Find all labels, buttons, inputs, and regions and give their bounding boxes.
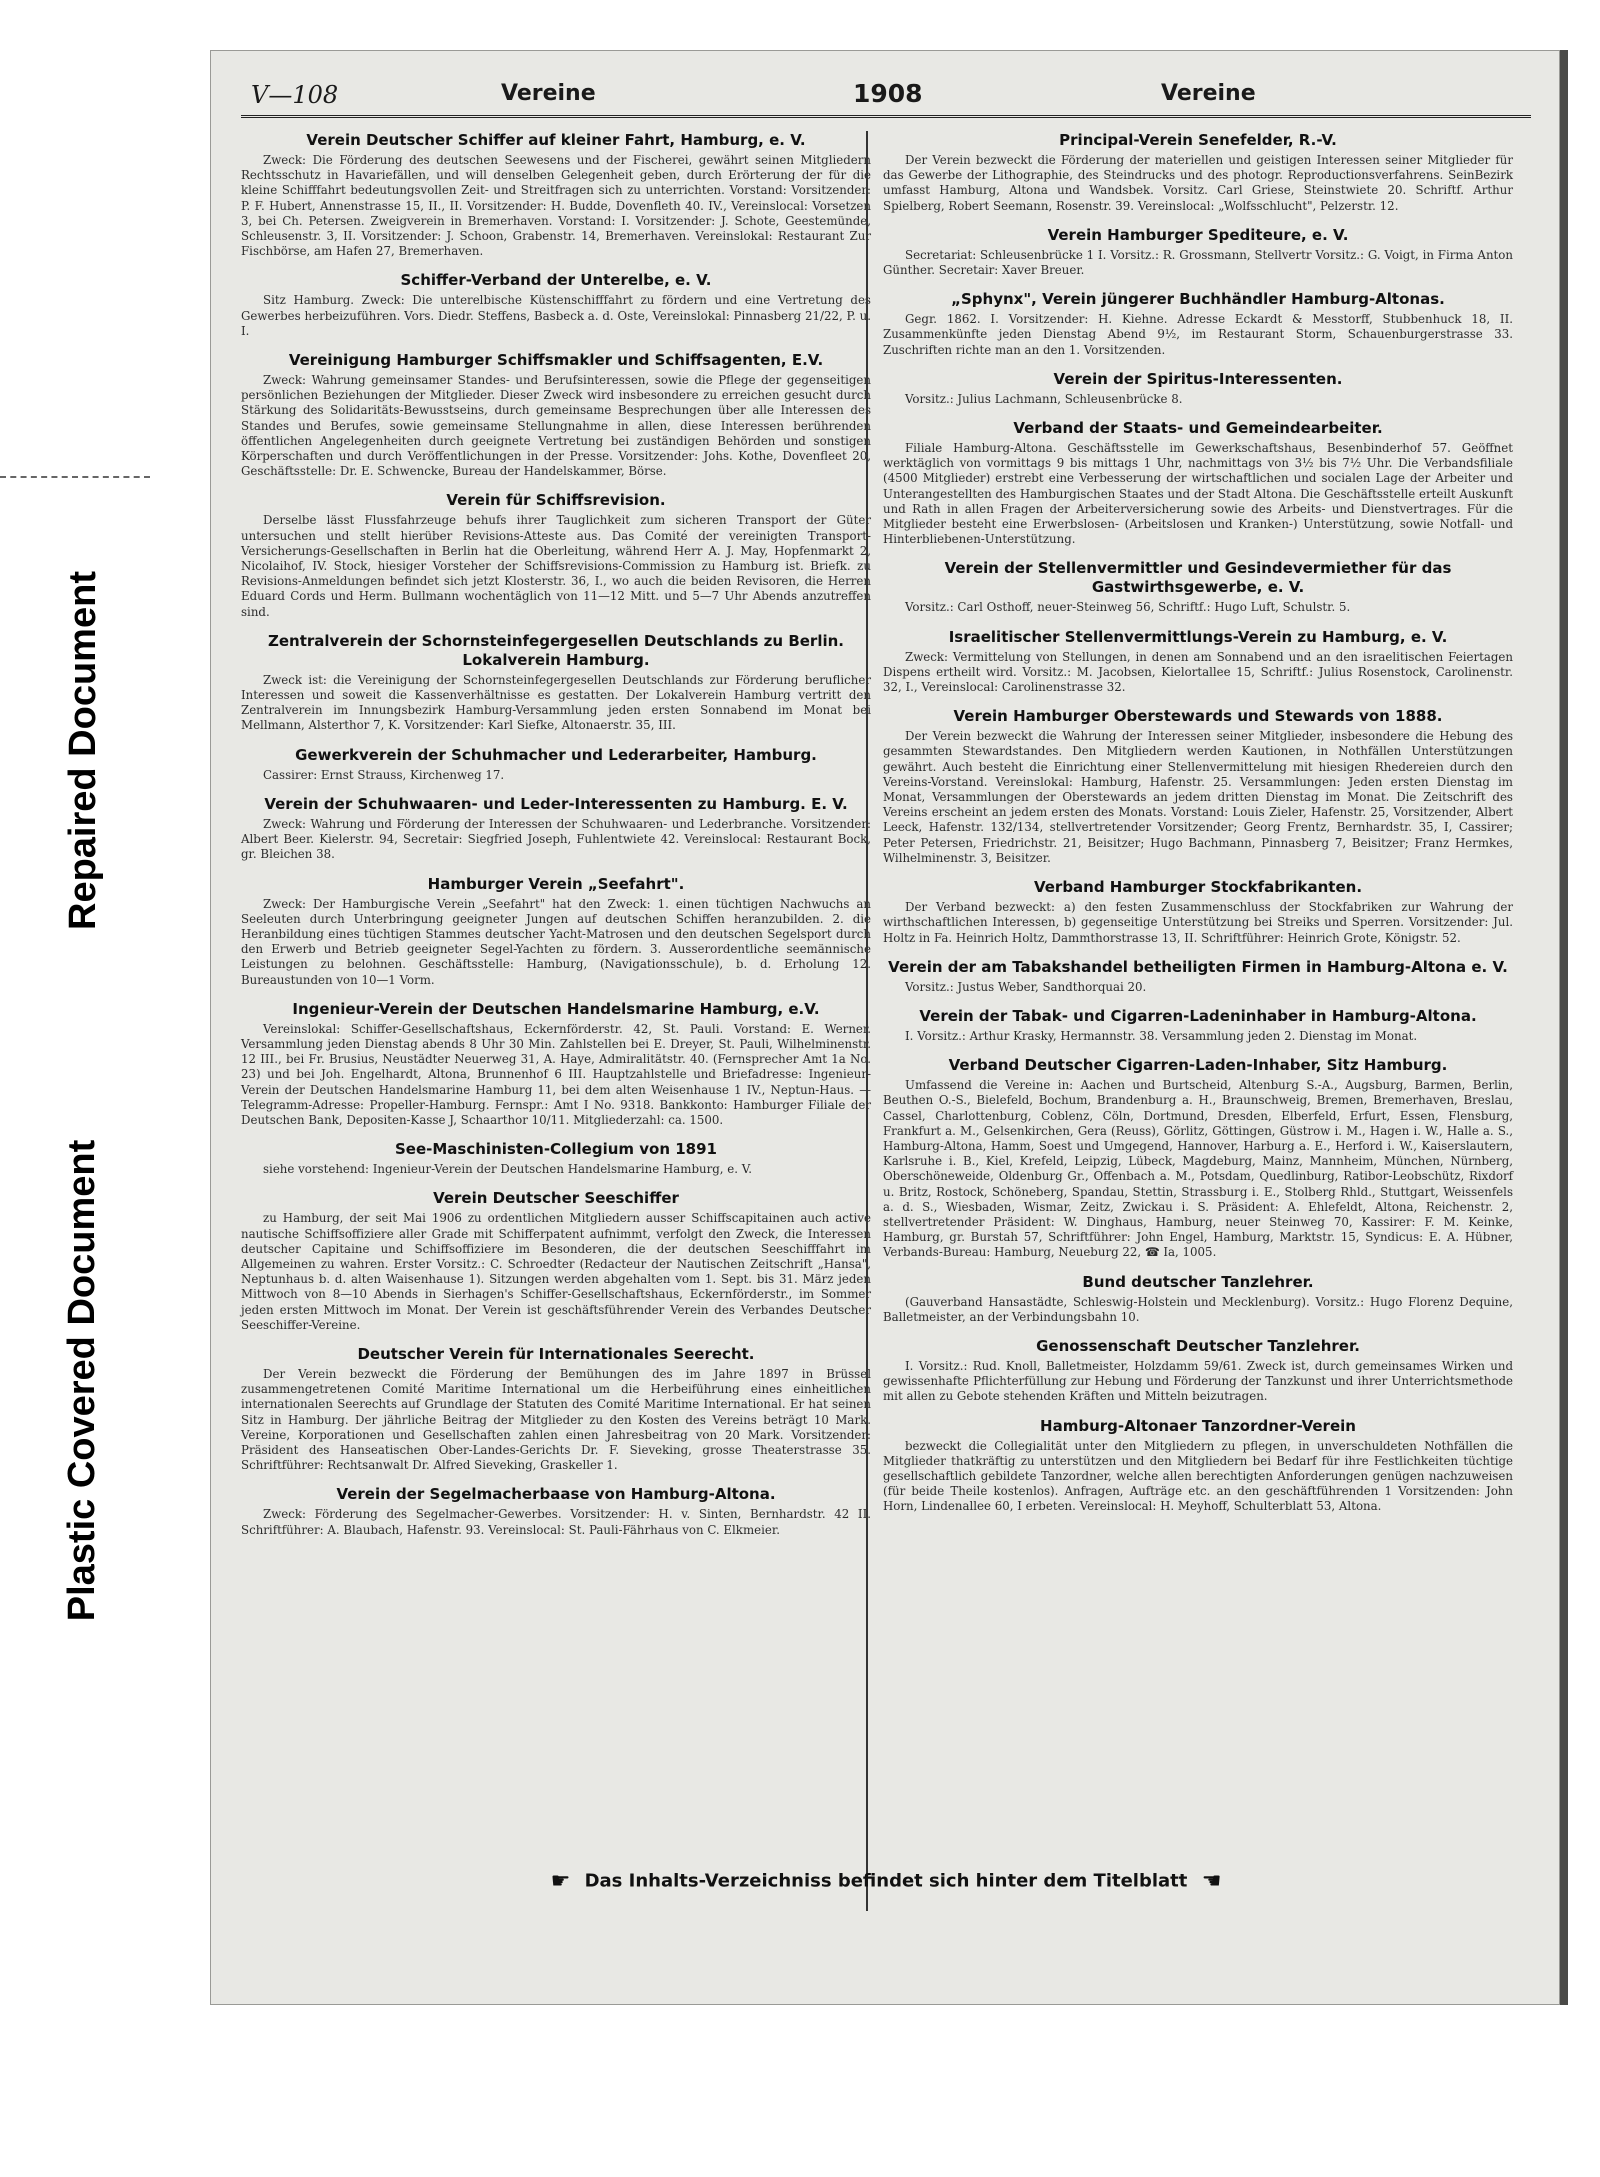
plastic-covered-document-label-text: Plastic Covered Document [61,1139,104,1621]
association-description: Der Verein bezweckt die Wahrung der Interessen seiner Mitglieder, insbesondere die Hebung des gesammten Stewardstandes. Den Mitgliedern werden Kautionen, in Nothfällen Unterstützungen gewährt. Auch besteht die Einrichtung einer Stellenvermittelung mit hiesigen Rhedereien durch den Vereins-Vorstand. Vereinslokal: Hamburg, Hafenstr. 25. Versammlungen: Jeden ersten Dienstag im Monat, Versammlungen der Oberstewards an jedem dritten Dienstag im Monat. Die Zeitschrift des Vereins erscheint an jedem ersten des Monats. Vorstand: Louis Zieler, Hafenstr. 25, Vorsitzender, Albert Leeck, Hafenstr. 132/134, stellvertretender Vorsitzender; Georg Frentz, Bernhardstr. 35, I, Cassirer; Peter Petersen, Friedrichstr. 21, Beisitzer; Hugo Bachmann, Pinnasberg 7, Beisitzer; Franz Hermkes, Wilhelminenstr. 3, Beisitzer. [883,729,1513,865]
association-entry [883,1273,1513,1325]
association-entry [883,958,1513,995]
header-right-title: Vereine [1161,81,1256,106]
association-title: Israelitischer Stellenvermittlungs-Verein zu Hamburg, e. V. [948,627,1448,646]
association-title: Vereinigung Hamburger Schiffsmakler und Schiffsagenten, E.V. [288,351,824,370]
header-left-title: Vereine [501,81,596,106]
association-description: (Gauverband Hansastädte, Schleswig-Holstein und Mecklenburg). Vorsitz.: Hugo Florenz Dequine, Balletmeister, an der Verbindungsbahn 10. [883,1294,1513,1324]
association-title: Verein für Schiffsrevision. [446,491,666,510]
association-description: I. Vorsitz.: Arthur Krasky, Hermannstr. 38. Versammlung jeden 2. Dienstag im Monat. [905,1028,1418,1043]
association-entry [241,271,871,339]
association-description: Zweck: Wahrung gemeinsamer Standes- und Berufsinteressen, sowie die Pflege der gegenseitigen persönlichen Beziehungen der Mitglieder. Dieser Zweck wird insbesondere zu erreichen gesucht durch Stärkung des Solidaritäts-Bewusstseins, durch gemeinsame Besprechungen über alle Interessen des Standes und Berufes, sowie gemeinsame Stellungnahme in allen, diese Interessen berührenden öffentlichen Angelegenheiten durch geeignete Vertretung bei zuständigen Behörden und sonstigen Körperschaften und durch Veröffentlichungen in der Presse. Vorsitzender: Johs. Kothe, Dovenfleet 20, Geschäftsstelle: Dr. E. Schwencke, Bureau der Handelskammer, Börse. [241,373,871,479]
pointing-hand-right-icon: ☛ [550,1869,571,1894]
association-description: Gegr. 1862. I. Vorsitzender: H. Kiehne. Adresse Eckardt & Messtorff, Stubbenhuck 18, II. Zusammenkünfte jeden Dienstag Abend 9½, im Restaurant Storm, Schauenburgerstrasse 33. Zuschriften richte man an den 1. Vorsitzenden. [883,312,1513,357]
association-title: „Sphynx", Verein jüngerer Buchhändler Hamburg-Altonas. [951,290,1445,309]
association-entry [241,1000,871,1128]
association-description: zu Hamburg, der seit Mai 1906 zu ordentlichen Mitgliedern ausser Schiffscapitainen auch active nautische Schiffsoffiziere aller Grade mit Schifferpatent aufnimmt, verfolgt den Zweck, die Interessen deutscher Capitaine und Schiffsoffiziere im Besonderen, die der deutschen Seeschifffahrt im Allgemeinen zu wahren. Erster Vorsitz.: C. Schroedter (Redacteur der Nautischen Zeitschrift „Hansa", Neptunhaus b. d. alten Waisenhause 1). Sitzungen werden abgehalten vom 1. Sept. bis 31. März jeden Mittwoch von 8—10 Abends in Sierhagen's Schiffer-Gesellschaftshaus, Eckernförderstr., im Sommer jeden ersten Mittwoch im Monat. Der Verein ist geschäftsführender Verein des Verbandes Deutscher Seeschiffer-Vereine. [241,1211,871,1332]
association-description: Vereinslokal: Schiffer-Gesellschaftshaus, Eckernförderstr. 42, St. Pauli. Vorstand: E. Werner. Versammlung jeden Dienstag abends 8 Uhr 30 Min. Zahlstellen bei E. Dreyer, St. Pauli, Wilhelminenstr. 12 III., bei Fr. Brusius, Neustädter Neuerweg 31, A. Haye, Admiralitätstr. 40. (Fernsprecher Amt 1a No. 23) und bei Joh. Engelhardt, Altona, Brunnenhof 6 III. Hauptzahlstelle und Briefadresse: Ingenieur-Verein der Deutschen Handelsmarine Hamburg 11, bei dem alten Weisenhause 1 IV., Neptun-Haus. — Telegramm-Adresse: Propeller-Hamburg. Fernspr.: Amt I No. 9318. Bankkonto: Hamburger Filiale der Deutschen Bank, Depositen-Kasse J, Schaarthor 10/11. Mitgliederzahl: ca. 1500. [241,1021,871,1127]
association-entry [241,746,871,783]
association-entry [883,1056,1513,1260]
association-entry [241,795,871,863]
association-description: Zweck: Die Förderung des deutschen Seewesens und der Fischerei, gewährt seinen Mitgliedern Rechtsschutz in Havariefällen, und will denselben Gelegenheit geben, durch Erörterung der für die kleine Schifffahrt bedeutungsvollen Zeit- und Streitfragen sich zu unterrichten. Vorstand: Vorsitzender: P. F. Hubert, Annenstrasse 15, II., II. Vorsitzender: H. Budde, Dovenfleth 40. IV., Vereinslocal: Vorsetzen 3, bei Ch. Petersen. Zweigverein in Bremerhaven. Vorstand: I. Vorsitzender: J. Schote, Geestemünde, Schleusenstr. 3, II. Vorsitzender: J. Schoon, Grabenstr. 14, Bremerhaven. Vereinslokal: Restaurant Zur Fischbörse, am Hafen 27, Bremerhaven. [241,153,871,259]
scanned-page [210,50,1560,2005]
header-year: 1908 [853,79,923,108]
repaired-document-label [18,470,148,1030]
association-entry [883,707,1513,866]
association-entry [241,131,871,259]
association-description: I. Vorsitz.: Rud. Knoll, Balletmeister, Holzdamm 59/61. Zweck ist, durch gemeinsames Wirken und gewissenhafte Pflichterfüllung zur Hebung und Förderung der Tanzkunst und ihrer Unterrichtsmethode mit allen zu Gebote stehenden Kräften und Mitteln beizutragen. [883,1358,1513,1404]
column-divider [866,131,868,1911]
association-description: Secretariat: Schleusenbrücke 1 I. Vorsitz.: R. Grossmann, Stellvertr Vorsitz.: G. Voigt, in Firma Anton Günther. Secretair: Xaver Breuer. [883,247,1513,278]
association-entry [241,1140,871,1177]
left-column [241,131,871,1550]
association-title: Verein der Tabak- und Cigarren-Ladeninhaber in Hamburg-Altona. [919,1006,1477,1025]
association-description: Zweck: Wahrung und Förderung der Interessen der Schuhwaaren- und Lederbranche. Vorsitzender: Albert Beer. Kielerstr. 94, Secretair: Siegfried Joseph, Fuhlentwiete 42. Vereinslocal: Restaurant Bock, gr. Bleichen 38. [241,816,871,862]
association-description: Der Verein bezweckt die Förderung der materiellen und geistigen Interessen seiner Mitglieder für das Gewerbe der Lithographie, des Steindrucks und des photogr. Reproductionsverfahrens. SeinBezirk umfasst Hamburg, Altona und Wandsbek. Vorsitz. Carl Griese, Steinstwiete 20. Schriftf. Arthur Spielberg, Robert Seemann, Rosenstr. 39. Vereinslocal: „Wolfsschlucht", Pelzerstr. 12. [883,153,1513,213]
association-title: See-Maschinisten-Collegium von 1891 [395,1140,717,1159]
association-title: Verein der Segelmacherbaase von Hamburg-Altona. [336,1485,776,1504]
plastic-covered-document-label [18,1090,148,1670]
association-title: Verein Hamburger Oberstewards und Stewards von 1888. [953,707,1443,726]
association-entry [883,290,1513,358]
association-description: Derselbe lässt Flussfahrzeuge behufs ihrer Tauglichkeit zum sicheren Transport der Güter untersuchen und stellt hierüber Revisions-Atteste aus. Das Comité der vereinigten Transport-Versicherungs-Gesellschaften in Berlin hat die Oberleitung, während Herr A. J. May, Hopfenmarkt 2, Nicolaihof, IV. Stock, hiesiger Vorsteher der Schiffsrevisions-Commission zu Hamburg ist. Briefk. zu Revisions-Anmeldungen befindet sich jetzt Klosterstr. 36, I., wo auch die beiden Revisoren, die Herren Eduard Cords und Herm. Bullmann wochentäglich von 11—12 Mitt. und 5—7 Uhr Abends anzutreffen sind. [241,513,871,619]
association-title: Verein der am Tabakshandel betheiligten Firmen in Hamburg-Altona e. V. [888,957,1508,976]
association-description: Zweck: Vermittelung von Stellungen, in denen am Sonnabend und an den israelitischen Feiertagen Dispens ertheilt wird. Vorsitz.: M. Jacobsen, Kielortallee 15, Schriftf.: Julius Rosenstock, Carolinenstr. 32, I., Vereinslocal: Carolinenstrasse 32. [883,649,1513,695]
association-description: Filiale Hamburg-Altona. Geschäftsstelle im Gewerkschaftshaus, Besenbinderhof 57. Geöffnet werktäglich von vormittags 9 bis mittags 1 Uhr, nachmittags von 3½ bis 7½ Uhr. Die Verbandsfiliale (4500 Mitglieder) erstrebt eine Verbesserung der wirtschaftlichen und socialen Lage der Arbeiter und Unterangestellten des Hamburgischen Staates und der Stadt Altona. Die Geschäftsstelle erteilt Auskunft und Rath in allen Fragen der Arbeiterversicherung sowie des Arbeits- und Dienstvertrages. Für die Mitglieder besteht eine Erwerbslosen- (Arbeitslosen und Kranken-) Unterstützung, sowie Notfall- und Hinterbliebenen-Unterstützung. [883,441,1513,547]
association-title: Verein der Schuhwaaren- und Leder-Interessenten zu Hamburg. E. V. [264,794,848,813]
association-title: Verband Hamburger Stockfabrikanten. [1033,878,1363,897]
footer-text: Das Inhalts-Verzeichniss befindet sich hinter dem Titelblatt [584,1870,1188,1892]
association-title: Verein Deutscher Seeschiffer [433,1189,679,1208]
pointing-hand-left-icon: ☚ [1201,1869,1222,1894]
association-description: Vorsitz.: Justus Weber, Sandthorquai 20. [905,979,1147,994]
association-description: Zweck ist: die Vereinigung der Schornsteinfegergesellen Deutschlands zur Förderung beruflicher Interessen und soweit die Kassenverhältnisse es gestatten. Der Lokalverein Hamburg vertritt den Zentralverein im Innungsbezirk Hamburg-Versammlung jeden ersten Sonnabend im Monat bei Mellmann, Alsterthor 7, K. Vorsitzender: Karl Siefke, Altonaerstr. 35, III. [241,672,871,733]
association-description: Cassirer: Ernst Strauss, Kirchenweg 17. [263,767,505,782]
association-description: Vorsitz.: Julius Lachmann, Schleusenbrücke 8. [905,391,1183,406]
page-number: V—108 [251,81,339,109]
association-description: Sitz Hamburg. Zweck: Die unterelbische Küstenschifffahrt zu fördern und eine Vertretung des Gewerbes herbeizuführen. Vors. Diedr. Steffens, Basbeck a. d. Oste, Vereinslokal: Pinnasberg 21/22, P. u. I. [241,293,871,338]
association-title: Verein der Spiritus-Interessenten. [1053,369,1343,388]
association-description: Der Verein bezweckt die Förderung der Bemühungen des im Jahre 1897 in Brüssel zusammengetretenen Comité Maritime International um die Herbeiführung eines einheitlichen internationalen Seerechts auf Grundlage der Statuten des Comité Maritime International. Er hat seinen Sitz in Hamburg. Der jährliche Beitrag der Mitglieder zu den Kosten des Vereins beträgt 10 Mark. Vereine, Korporationen und Gesellschaften zahlen einen Jahresbeitrag von 20 Mark. Vorsitzender: Präsident des Hanseatischen Ober-Landes-Gerichts Dr. F. Sieveking, grosse Theaterstrasse 35. Schriftführer: Rechtsanwalt Dr. Alfred Sieveking, Graskeller 1. [241,1366,871,1473]
association-title: Gewerkverein der Schuhmacher und Lederarbeiter, Hamburg. [295,745,817,764]
association-title: Verein Deutscher Schiffer auf kleiner Fahrt, Hamburg, e. V. [306,131,806,149]
association-entry [883,370,1513,407]
association-description: siehe vorstehend: Ingenieur-Verein der Deutschen Handelsmarine Hamburg, e. V. [263,1162,752,1177]
association-description: Zweck: Der Hamburgische Verein „Seefahrt" hat den Zweck: 1. einen tüchtigen Nachwuchs an Seeleuten durch Unterbringung geeigneter Jungen auf deutschen Schiffen heranzubilden. 2. die Heranbildung eines tüchtigen Stammes deutscher Yacht-Matrosen und den deutschen Segelsport durch den Erwerb und Betrieb geeigneter Segel-Yachten zu fördern. 3. Ausserordentliche seemännische Leistungen zu belohnen. Geschäftsstelle: Hamburg, (Navigationsschule), b. d. Erholung 12. Bureaustunden von 10—1 Vorm. [241,896,871,987]
association-entry [883,559,1513,615]
association-title: Verband Deutscher Cigarren-Laden-Inhaber, Sitz Hamburg. [948,1056,1448,1075]
association-description: bezweckt die Collegialität unter den Mitgliedern zu pflegen, in unverschuldeten Nothfällen die Mitglieder thatkräftig zu unterstützen und den Mitgliedern bei Bedarf für ihre Festlichkeiten tüchtige gesellschaftlich gebildete Tanzordner, welche allen berechtigten Anforderungen genügen nachzuweisen (für beide Theile kostenlos). Anfragen, Aufträge etc. an den geschäftführenden 1 Vorsitzenden: John Horn, Lindenallee 60, I erbeten. Vereinslocal: H. Meyhoff, Schulterblatt 53, Altona. [883,1438,1513,1514]
association-title: Ingenieur-Verein der Deutschen Handelsmarine Hamburg, e.V. [292,999,820,1018]
association-entry [241,351,871,479]
association-description: Zweck: Förderung des Segelmacher-Gewerbes. Vorsitzender: H. v. Sinten, Bernhardstr. 42 II. Schriftführer: A. Blaubach, Hafenstr. 93. Vereinslocal: St. Pauli-Fährhaus von C. Elkmeier. [241,1507,871,1537]
association-entry [883,878,1513,946]
association-title: Schiffer-Verband der Unterelbe, e. V. [400,271,712,290]
right-column [883,131,1513,1527]
association-entry [241,1189,871,1333]
association-entry [883,1007,1513,1044]
association-title: Verein Hamburger Spediteure, e. V. [1047,225,1349,244]
association-entry [241,632,871,734]
association-entry [883,226,1513,278]
page-header [241,71,1531,118]
association-entry [241,875,871,988]
association-description: Vorsitz.: Carl Osthoff, neuer-Steinweg 56, Schriftf.: Hugo Luft, Schulstr. 5. [905,600,1351,615]
association-entry [883,1417,1513,1515]
association-entry [883,131,1513,214]
association-title: Hamburger Verein „Seefahrt". [427,874,685,893]
association-title: Principal-Verein Senefelder, R.-V. [1059,131,1337,149]
association-title: Bund deutscher Tanzlehrer. [1082,1272,1314,1291]
association-title: Verband der Staats- und Gemeindearbeiter. [1013,419,1383,438]
association-entry [241,491,871,619]
association-entry [241,1485,871,1537]
association-entry [883,628,1513,696]
association-title: Verein der Stellenvermittler und Gesindevermiether für das Gastwirthsgewerbe, e. V. [944,559,1452,597]
association-entry [883,1337,1513,1405]
association-title: Hamburg-Altonaer Tanzordner-Verein [1040,1416,1356,1435]
association-title: Genossenschaft Deutscher Tanzlehrer. [1036,1336,1360,1355]
repaired-document-label-text: Repaired Document [61,570,104,930]
association-title: Deutscher Verein für Internationales Seerecht. [357,1344,755,1363]
association-description: Umfassend die Vereine in: Aachen und Burtscheid, Altenburg S.-A., Augsburg, Barmen, Berlin, Beuthen O.-S., Bielefeld, Bochum, Brandenburg a. H., Braunschweig, Bremen, Bremerhaven, Breslau, Cassel, Charlottenburg, Coblenz, Cöln, Dortmund, Dresden, Elberfeld, Erfurt, Essen, Flensburg, Frankfurt a. M., Gelsenkirchen, Gera (Reuss), Görlitz, Göttingen, Güstrow i. M., Hagen i. W., Halle a. S., Hamburg-Altona, Hamm, Soest und Umgegend, Hannover, Harburg a. E., Herford i. W., Kaiserslautern, Karlsruhe i. B., Kiel, Krefeld, Leipzig, Lübeck, Magdeburg, Mainz, Mannheim, München, Nürnberg, Oberschöneweide, Oldenburg Gr., Offenbach a. M., Potsdam, Quedlinburg, Ratibor-Leobschütz, Rixdorf u. Britz, Rostock, Schöneberg, Spandau, Stettin, Strassburg i. E., Stolberg Rhld., Stuttgart, Weissenfels a. d. S., Wiesbaden, Wismar, Zeitz, Zwickau i. S. Präsident: A. Ehlefeldt, Altona, Reichenstr. 2, stellvertretender Präsident: W. Dinghaus, Hamburg, neuer Steinweg 70, Kassirer: F. M. Keinke, Hamburg, gr. Burstah 57, Schriftführer: John Engel, Hamburg, Marktstr. 15, Syndicus: E. A. Hübner, Verbands-Bureau: Hamburg, Neueburg 22, ☎ Ia, 1005. [883,1078,1513,1260]
association-entry [883,419,1513,547]
page-footer [241,1869,1531,1894]
association-entry [241,1345,871,1473]
association-description: Der Verband bezweckt: a) den festen Zusammenschluss der Stockfabriken zur Wahrung der wirthschaftlichen Interessen, b) gegenseitige Unterstützung bei Streiks und Sperren. Vorsitzender: Jul. Holtz in Fa. Heinrich Holtz, Dammthorstrasse 13, II. Schriftführer: Heinrich Grote, Königstr. 52. [883,900,1513,945]
association-title: Zentralverein der Schornsteinfegergesellen Deutschlands zu Berlin. Lokalverein Hamburg. [268,631,844,669]
